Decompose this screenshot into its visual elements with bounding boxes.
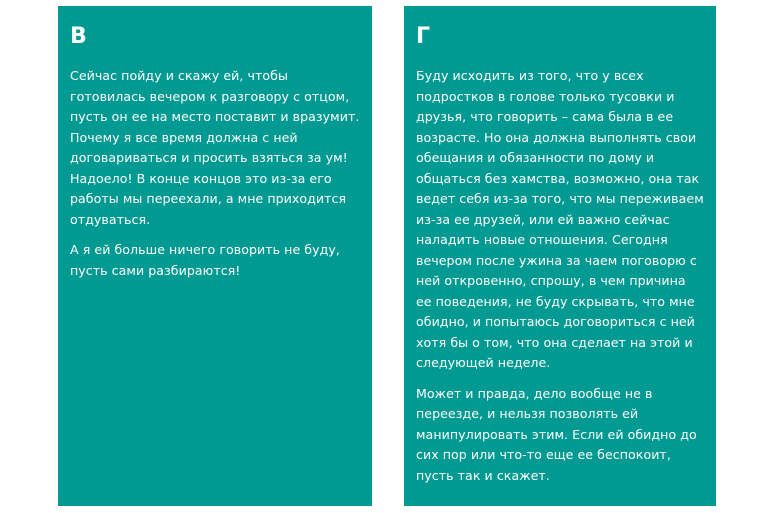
answer-card-g	[404, 6, 716, 506]
card-paragraph: Сейчас пойду и скажу ей, чтобы готовилась вечером к разговору с отцом, пусть он ее на место поставит и вразумит. Почему я все время должна с ней договариваться и просить взяться за ум! Надоело! В конце концов это из-за его работы мы переехали, а мне приходится отдуваться.	[70, 68, 360, 227]
card-letter: В	[70, 24, 87, 49]
card-paragraph: А я ей больше ничего говорить не буду, пусть сами разбираются!	[70, 242, 340, 278]
answer-card-v	[58, 6, 372, 506]
card-paragraph: Может и правда, дело вообще не в переезде, и нельзя позволять ей манипулировать этим. Если ей обидно до сих пор или что-то еще ее беспокоит, пусть так и скажет.	[416, 385, 697, 483]
card-paragraph: Буду исходить из того, что у всех подростков в голове только тусовки и друзья, что говорить – сама была в ее возрасте. Но она должна выполнять свои обещания и обязанности по дому и общаться без хамства, возможно, она так ведет себя из-за того, что мы переживаем из-за ее друзей, или ей важно сейчас наладить новые отношения. Сегодня вечером после ужина за чаем поговорю с ней откровенно, спрошу, в чем причина ее поведения, не буду скрывать, что мне обидно, и попытаюсь договориться с ней хотя бы о том, что она сделает на этой и следующей неделе.	[416, 68, 704, 370]
card-letter: Г	[416, 24, 431, 49]
